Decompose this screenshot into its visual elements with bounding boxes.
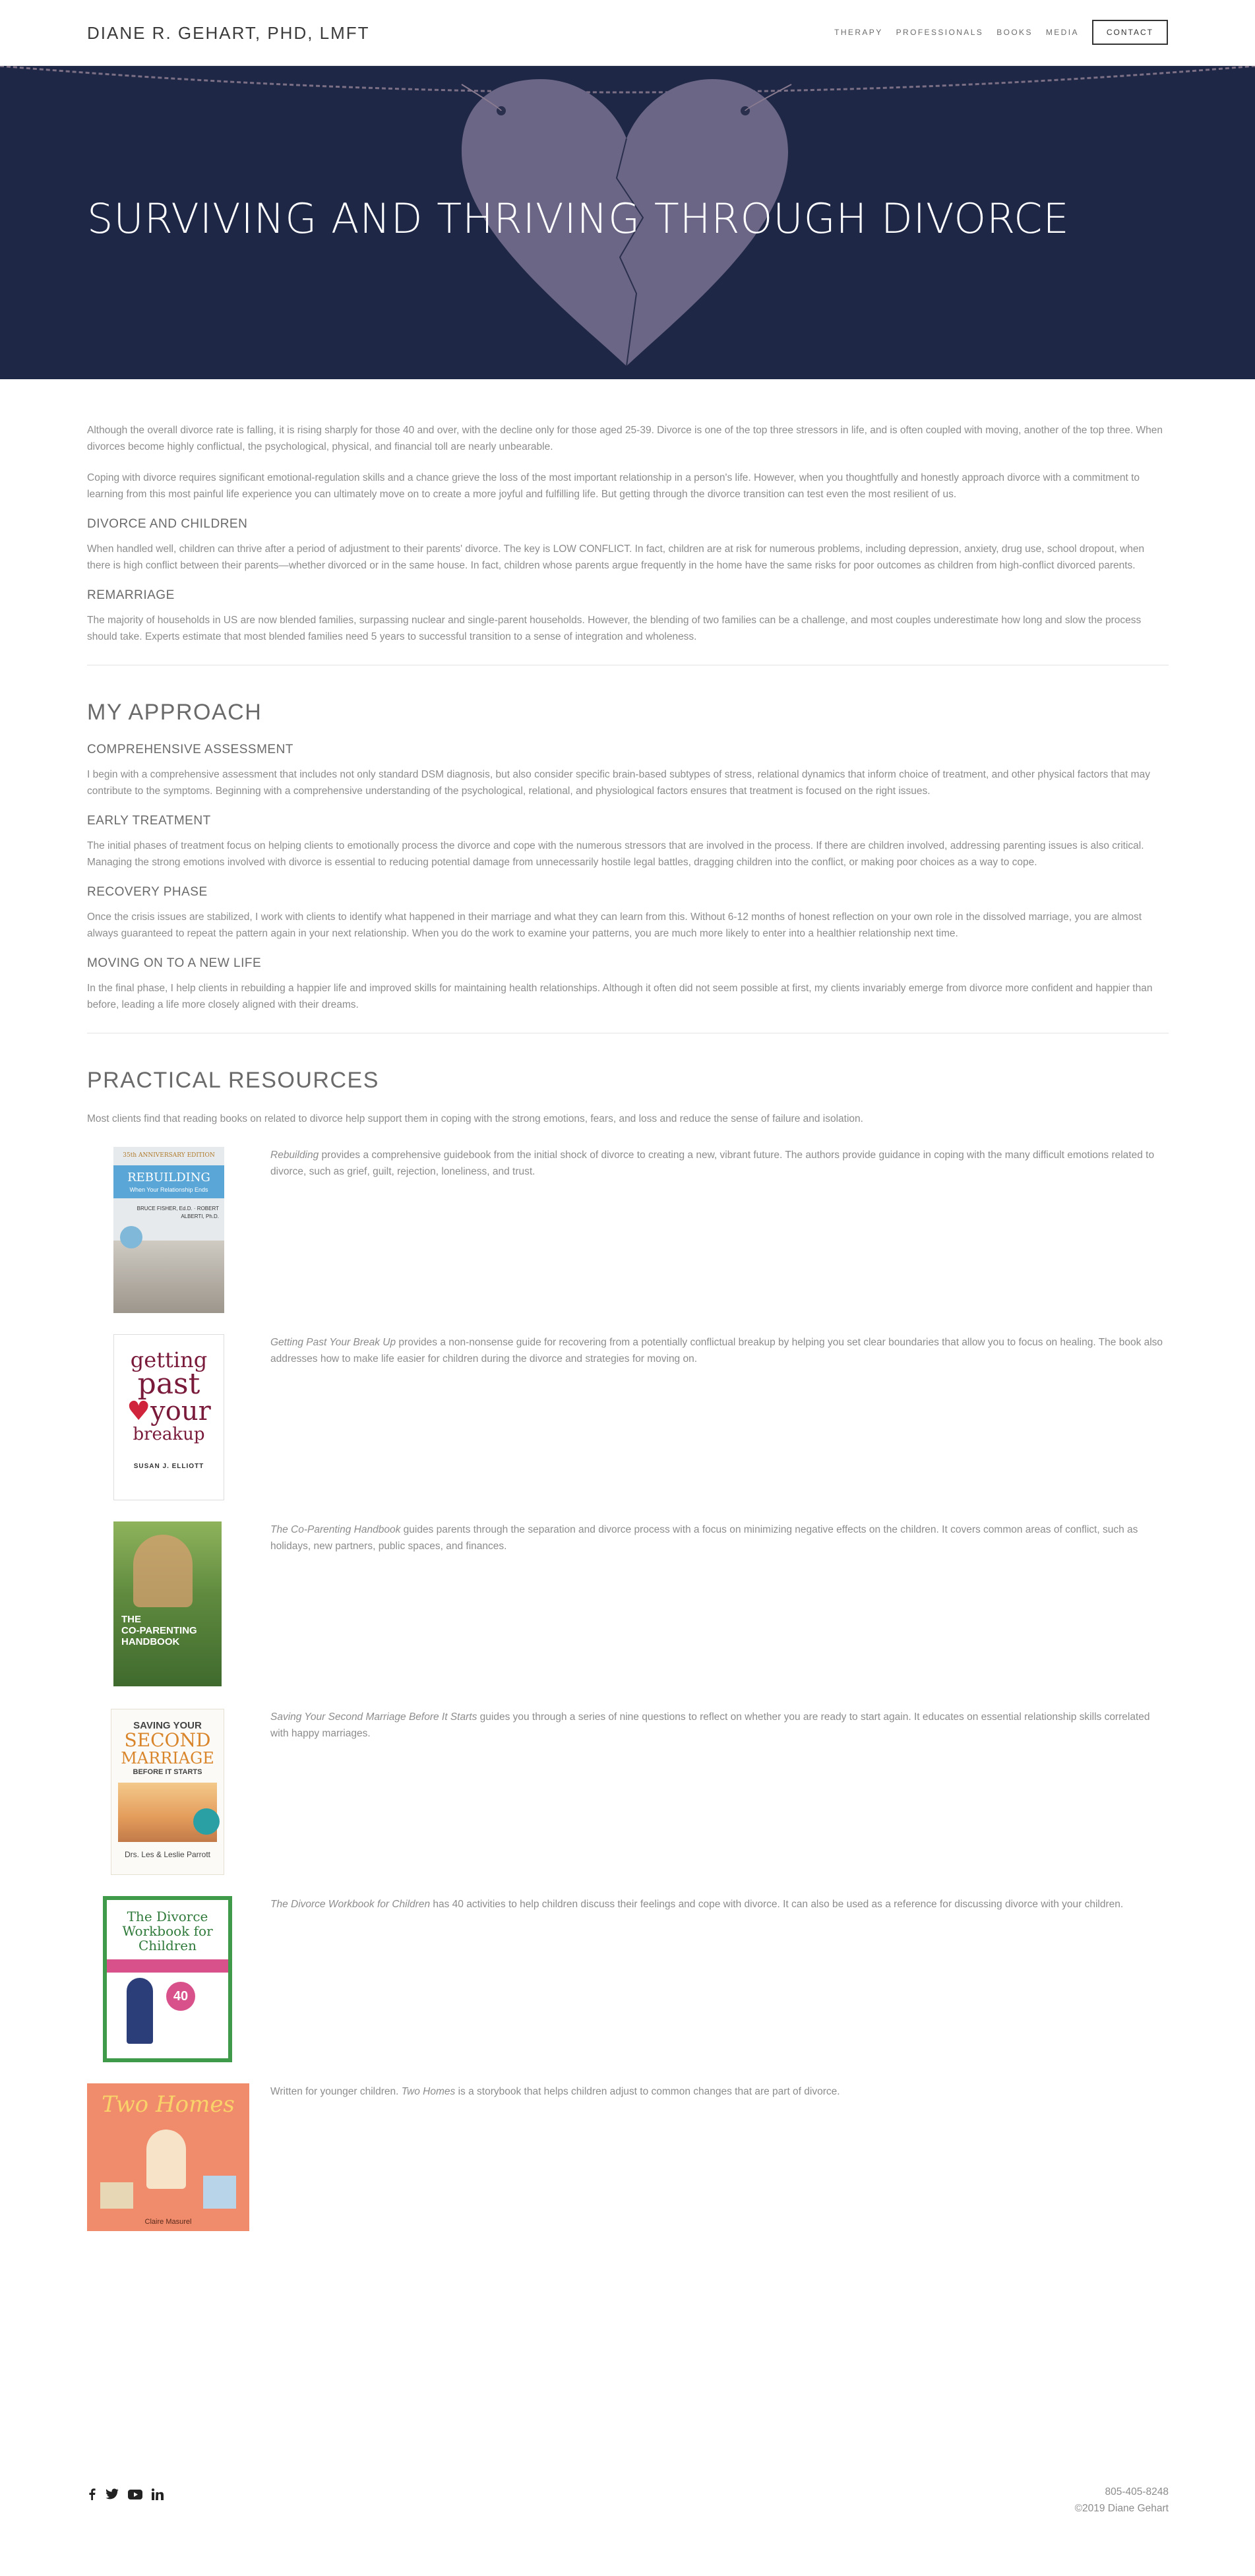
approach-text: Once the crisis issues are stabilized, I work with clients to identify what happened in their marriage and what they can learn from this. Without 6-12 months of honest reflection on your own role in the dissolved marriage, you are almost always guaranteed to repeat the pattern again in your next relationship. When you do the work to examine your patterns, you are much more likely to enter into a healthier relationship next time. (87, 911, 1142, 939)
book-description: Saving Your Second Marriage Before It Starts guides you through a series of nine questions to reflect on whether you are ready to start again. It educates on essential relationship skills correlated with happy marriages. (270, 1711, 1150, 1739)
book-description: Written for younger children. Two Homes is a storybook that helps children adjust to common changes that are part of divorce. (270, 2086, 840, 2097)
family-photo (133, 1535, 193, 1607)
book-item (87, 1521, 1169, 1692)
cover-number: 40 (166, 1982, 195, 2011)
cover-title-line: SAVING YOUR (133, 1720, 202, 1731)
copyright: ©2019 Diane Gehart (1074, 2503, 1169, 2514)
facebook-icon[interactable] (87, 2488, 96, 2503)
cover-title-line: past (137, 1367, 200, 1401)
main-nav (821, 20, 1168, 45)
page-title: SURVIVING AND THRIVING THROUGH DIVORCE (87, 195, 1070, 243)
cover-title-line: breakup (133, 1425, 205, 1444)
cover-title-line: ♥your (127, 1396, 211, 1426)
cover-title-block: The Divorce Workbook for Children (122, 1909, 213, 1953)
cover-badge (193, 1808, 220, 1835)
book-cover-two-homes[interactable] (87, 2083, 249, 2231)
cover-title: Two Homes (102, 2091, 235, 2118)
contact-button[interactable]: CONTACT (1092, 20, 1168, 45)
remarriage-text: The majority of households in US are now blended families, surpassing nuclear and single-parent households. However, the blending of two families can be a challenge, and most couples underestimate how long and slow the process should take. Experts estimate that most blended families need 5 years to successful transition to a sense of integration and wholeness. (87, 615, 1142, 642)
intro-paragraph-2: Coping with divorce requires significant emotional-regulation skills and a chance grieve the loss of the most important relationship in a person's life. However, when you thoughtfully and honestly approach divorce with a commitment to learning from this most painful life experience you can ultimately move on to create a more joyful and fulfilling life. But getting through the divorce transition can test even the most resilient of us. (87, 472, 1140, 500)
book-item (87, 1334, 1169, 1504)
cover-band (107, 1959, 228, 1973)
book-cover-rebuilding[interactable] (113, 1147, 224, 1313)
site-header (0, 0, 1255, 66)
resources-title: PRACTICAL RESOURCES (87, 1068, 379, 1093)
cover-authors: BRUCE FISHER, Ed.D. · ROBERT ALBERTI, Ph.D. (137, 1206, 219, 1219)
approach-title: MY APPROACH (87, 700, 262, 725)
main-content (87, 422, 1169, 2271)
cover-author: SUSAN J. ELLIOTT (133, 1463, 204, 1470)
twitter-icon[interactable] (106, 2488, 119, 2503)
book-description: The Divorce Workbook for Children has 40 activities to help children discuss their feelings and cope with divorce. It can also be used as a reference for discussing divorce with your children. (270, 1899, 1124, 1910)
site-brand[interactable]: DIANE R. GEHART, PHD, LMFT (87, 23, 370, 43)
cover-author: Claire Masurel (144, 2218, 192, 2226)
house-illustration (203, 2176, 236, 2209)
approach-heading: EARLY TREATMENT (87, 814, 211, 828)
cover-title-line: getting (130, 1347, 208, 1372)
cover-title: REBUILDING (127, 1171, 210, 1184)
book-item (87, 1709, 1169, 1879)
book-item (87, 1896, 1169, 2066)
approach-text: I begin with a comprehensive assessment that includes not only standard DSM diagnosis, but also consider specific brain-based subtypes of stress, relational dynamics that inform choice of treatment, and other physical factors that may contribute to the symptoms. Beginning with a comprehensive understanding of the psychological, relational, and physiological factors ensures that treatment is focused on the right issues. (87, 769, 1150, 797)
nav-professionals[interactable]: PROFESSIONALS (896, 28, 984, 37)
house-illustration (100, 2182, 133, 2209)
cover-sticker (120, 1226, 142, 1248)
nav-media[interactable]: MEDIA (1045, 28, 1079, 37)
book-item (87, 2083, 1169, 2254)
phone-number[interactable]: 805-405-8248 (1105, 2486, 1169, 2498)
cover-title-line: MARRIAGE (121, 1749, 214, 1767)
book-cover-co-parenting-handbook[interactable] (113, 1521, 222, 1686)
site-footer (87, 2480, 1169, 2532)
book-description: The Co-Parenting Handbook guides parents through the separation and divorce process with a focus on minimizing negative effects on the children. It covers common areas of conflict, such as holidays, new partners, public spaces, and finances. (270, 1524, 1138, 1552)
approach-heading: RECOVERY PHASE (87, 885, 208, 899)
approach-heading: MOVING ON TO A NEW LIFE (87, 956, 262, 970)
children-heading: DIVORCE AND CHILDREN (87, 517, 248, 531)
cover-title-block: THE CO-PARENTING HANDBOOK (121, 1614, 197, 1647)
approach-text: In the final phase, I help clients in rebuilding a happier life and improved skills for maintaining health relationships. Although it often did not seem possible at first, my clients invariably emerge from divorce more confident and happier than before, leading a life more closely aligned with their dreams. (87, 983, 1153, 1010)
cover-band (113, 1165, 224, 1198)
sand-image (113, 1241, 224, 1313)
linkedin-icon[interactable] (152, 2488, 164, 2503)
child-illustration (146, 2130, 186, 2189)
approach-text: The initial phases of treatment focus on helping clients to emotionally process the divorce and cope with the numerous stressors that are involved in the process. If there are children involved, addressing parenting issues is also critical. Managing the strong emotions involved with divorce is essential to reducing potential damage from unnecessarily hostile legal battles, dragging children into the conflict, or making poor choices as a way to cope. (87, 840, 1144, 868)
footer-contact (1075, 2484, 1169, 2517)
children-text: When handled well, children can thrive after a period of adjustment to their parents' divorce. The key is LOW CONFLICT. In fact, children are at risk for numerous problems, including depression, anxiety, drug use, school dropout, when there is high conflict between their parents—whether divorced or in the same house. In fact, children whose parents argue frequently in the home have the same risks for poor outcomes as children from high-conflict divorced parents. (87, 543, 1145, 571)
cover-subtitle: When Your Relationship Ends (129, 1186, 208, 1193)
cover-badge: 35th ANNIVERSARY EDITION (123, 1152, 215, 1159)
social-links (87, 2488, 173, 2503)
book-description: Getting Past Your Break Up provides a non-nonsense guide for recovering from a potentially conflictual breakup by helping you set clear boundaries that allow you to focus on healing. The book also addresses how to make life easier for children during the divorce and strategies for moving on. (270, 1337, 1163, 1365)
nav-books[interactable]: BOOKS (996, 28, 1033, 37)
book-item (87, 1147, 1169, 1317)
book-cover-divorce-workbook-for-children[interactable] (103, 1896, 232, 2062)
book-cover-getting-past-your-breakup[interactable] (113, 1334, 224, 1500)
cover-title-line: BEFORE IT STARTS (133, 1768, 202, 1776)
hero-banner (0, 66, 1255, 379)
nav-therapy[interactable]: THERAPY (834, 28, 883, 37)
intro-paragraph-1: Although the overall divorce rate is falling, it is rising sharply for those 40 and over, with the decline only for those aged 25-39. Divorce is one of the top three stressors in life, and is often coupled with moving, another of the top three. When divorces become highly conflictual, the psychological, physical, and financial toll are nearly unbearable. (87, 425, 1163, 452)
cover-author: Drs. Les & Leslie Parrott (124, 1850, 211, 1859)
resources-intro: Most clients find that reading books on related to divorce help support them in coping with the strong emotions, fears, and loss and reduce the sense of failure and isolation. (87, 1113, 863, 1124)
cover-title-line: SECOND (124, 1729, 211, 1751)
remarriage-heading: REMARRIAGE (87, 588, 175, 602)
book-description: Rebuilding provides a comprehensive guidebook from the initial shock of divorce to creating a new, vibrant future. The authors provide guidance in coping with the many difficult emotions related to divorce, such as grief, guilt, rejection, loneliness, and trust. (270, 1150, 1155, 1177)
book-cover-saving-your-second-marriage[interactable] (111, 1709, 224, 1875)
youtube-icon[interactable] (128, 2488, 142, 2503)
approach-heading: COMPREHENSIVE ASSESSMENT (87, 743, 293, 756)
heart-icon: ♥ (127, 1396, 151, 1426)
kid-illustration (127, 1978, 153, 2044)
